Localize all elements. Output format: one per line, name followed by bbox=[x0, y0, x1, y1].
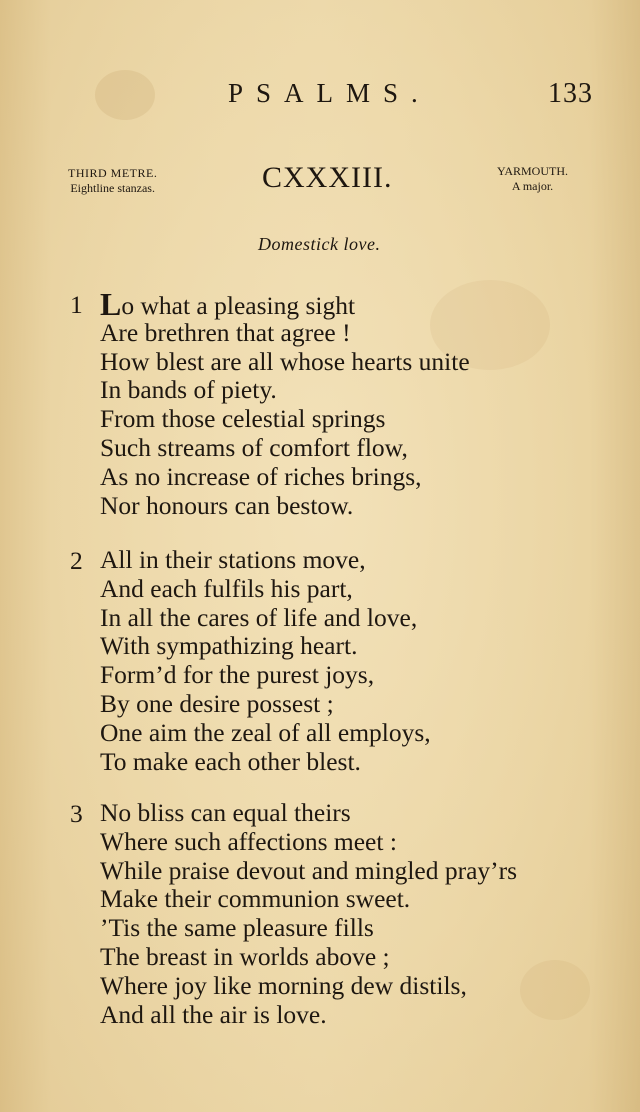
paper-stain bbox=[95, 70, 155, 120]
stanza-2 bbox=[70, 546, 431, 776]
verse-line: And all the air is love. bbox=[100, 999, 327, 1029]
verse-line: One aim the zeal of all employs, bbox=[100, 717, 431, 747]
verse-line: And each fulfils his part, bbox=[100, 573, 353, 603]
verse-line: In all the cares of life and love, bbox=[100, 602, 418, 632]
verse-line: ’Tis the same pleasure fills bbox=[100, 913, 374, 943]
verse-line: Where joy like morning dew distils, bbox=[100, 970, 467, 1000]
stanza-1 bbox=[70, 286, 470, 520]
verse-line: The breast in worlds above ; bbox=[100, 941, 390, 971]
tune-name: YARMOUTH. bbox=[497, 164, 569, 178]
drop-cap: L bbox=[100, 286, 122, 322]
verse-line: How blest are all whose hearts unite bbox=[100, 346, 470, 376]
stanza-number: 1 bbox=[70, 290, 83, 319]
stanza-number: 2 bbox=[70, 546, 83, 575]
page-number: 133 bbox=[548, 78, 593, 109]
verse-line: Are brethren that agree ! bbox=[100, 317, 351, 347]
running-head: PSALMS. bbox=[228, 78, 431, 108]
psalm-number: CXXXIII. bbox=[262, 161, 393, 194]
stanza-3 bbox=[70, 799, 517, 1029]
verse-line: Nor honours can bestow. bbox=[100, 490, 354, 520]
verse-line: From those celestial springs bbox=[100, 404, 386, 434]
verse-line: Such streams of comfort flow, bbox=[100, 432, 408, 462]
metre-name: THIRD METRE. bbox=[68, 166, 158, 180]
tune-label bbox=[497, 164, 568, 194]
stanza-number: 3 bbox=[70, 799, 83, 828]
verse-line: Form’d for the purest joys, bbox=[100, 660, 375, 690]
psalm-subtitle: Domestick love. bbox=[258, 234, 381, 254]
metre-stanza-form: Eightline stanzas. bbox=[70, 181, 155, 195]
verse-line: With sympathizing heart. bbox=[100, 631, 358, 661]
verse-line: Where such affections meet : bbox=[100, 826, 397, 856]
verse-line: All in their stations move, bbox=[100, 545, 366, 574]
verse-line: To make each other blest. bbox=[100, 746, 361, 776]
verse-line: By one desire possest ; bbox=[100, 688, 334, 718]
verse-line-rest: o what a pleasing sight bbox=[121, 291, 356, 320]
tune-key: A major. bbox=[511, 179, 554, 193]
verse-line: While praise devout and mingled pray’rs bbox=[100, 855, 518, 885]
verse-line: In bands of piety. bbox=[100, 375, 277, 405]
verse-line-first bbox=[100, 286, 470, 322]
metre-label bbox=[68, 166, 157, 196]
verse-line: As no increase of riches brings, bbox=[100, 461, 422, 491]
paper-stain bbox=[520, 960, 590, 1020]
verse-line: Make their communion sweet. bbox=[100, 884, 411, 914]
verse-line: No bliss can equal theirs bbox=[100, 798, 351, 827]
